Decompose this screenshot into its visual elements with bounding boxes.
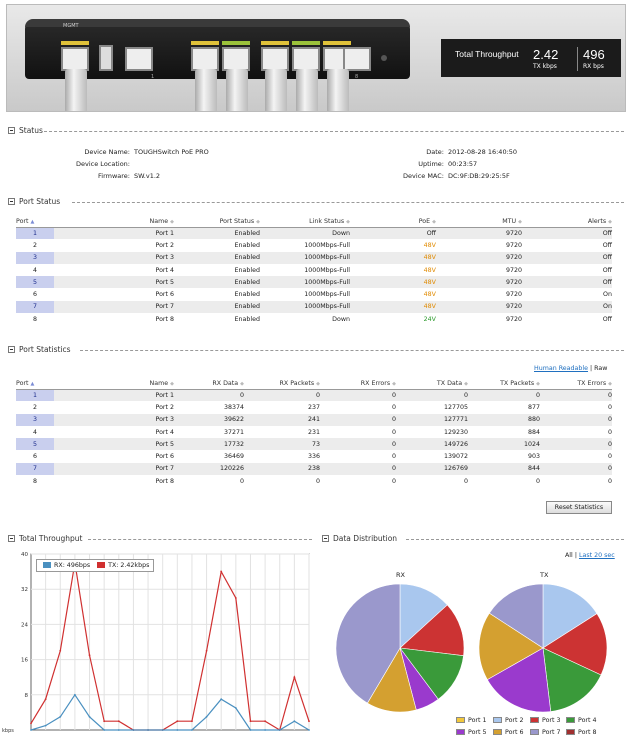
plot-area [31,554,309,730]
y-tick-label: 40 [21,552,28,558]
link-status-cell: 1000Mbps-Full [304,241,350,249]
legend-swatch [530,729,539,735]
distribution-section-header[interactable] [322,534,397,543]
device-location-label: Device Location: [76,160,130,168]
rx-unit: RX bps [583,63,604,70]
port-2 [191,47,219,71]
human-readable-link[interactable]: Human Readable [534,365,589,372]
rx-point [308,729,310,731]
y-tick-label: 16 [21,657,28,664]
port-1-number: 1 [151,74,155,80]
throughput-section-header[interactable] [8,534,82,543]
col-port-status[interactable]: Port Status ◆ [174,216,260,227]
rx-errors-cell: 0 [391,453,396,461]
tx-point [206,650,208,652]
distribution-pies [320,580,626,720]
poe-cell: 48V [423,254,436,262]
tx-data-cell: 127771 [443,416,468,424]
legend-swatch [493,717,502,723]
tx-data-cell: 149726 [443,440,468,448]
table-row [16,389,612,401]
legend-swatch [566,729,575,735]
name-cell: Port 5 [155,440,174,448]
name-cell: Port 1 [155,391,174,399]
device-mac-label: Device MAC: [403,172,444,180]
rx-point [103,729,105,731]
rx-point [74,694,76,696]
rx-point [176,729,178,731]
stats-mode-toggle: Human Readable | Raw [534,365,608,372]
tx-errors-cell: 0 [607,428,612,436]
port-cell: 3 [16,414,54,426]
tx-data-cell: 127705 [443,403,468,411]
port-cell: 6 [32,453,37,461]
tx-packets-cell: 1024 [523,440,540,448]
tx-point [103,720,105,722]
tx-point [30,723,32,725]
rx-legend-label: RX: 496bps [54,562,91,569]
rx-pie-title: RX [396,571,405,579]
col-tx-errors[interactable]: TX Errors ◆ [540,378,612,389]
port-cell: 4 [32,428,37,436]
rx-packets-cell: 237 [307,403,320,411]
port-cell: 4 [32,266,37,274]
link-status-cell: Down [332,229,350,237]
device-hero [6,4,626,112]
rx-data-cell: 37271 [223,428,244,436]
tx-packets-cell: 880 [527,416,540,424]
device-name-label: Device Name: [84,148,130,156]
rx-point [118,729,120,731]
port-stats-table [16,378,612,487]
mgmt-label: MGMT [63,23,79,29]
rx-data-cell: 39622 [223,416,244,424]
port-cell: 7 [16,463,54,475]
distribution-heading: Data Distribution [333,534,398,543]
rx-point [162,729,164,731]
tx-data-cell: 126769 [443,465,468,473]
name-cell: Port 6 [155,291,174,299]
tx-point [264,720,266,722]
tx-point [220,571,222,573]
tx-packets-cell: 877 [527,403,540,411]
tx-value: 2.42 [533,47,559,62]
table-row [16,475,612,487]
tx-point [89,654,91,656]
port-status-section-header[interactable] [8,197,60,206]
name-cell: Port 8 [155,315,174,323]
table-row [16,301,612,313]
tx-errors-cell: 0 [607,453,612,461]
name-cell: Port 4 [155,266,174,274]
legend-item [564,729,597,736]
rx-point [250,729,252,731]
rx-point [235,707,237,709]
col-mtu[interactable]: MTU ◆ [436,216,522,227]
rx-data-cell: 36469 [223,453,244,461]
port-status-cell: Enabled [234,266,260,274]
table-row [16,414,612,426]
mtu-cell: 9720 [505,303,522,311]
tx-point [191,720,193,722]
port-status-cell: Enabled [234,278,260,286]
rx-data-cell: 120226 [219,465,244,473]
mtu-cell: 9720 [505,291,522,299]
table-row [16,450,612,462]
table-row [16,239,612,251]
rx-packets-cell: 73 [311,440,320,448]
rx-errors-cell: 0 [391,477,396,485]
tx-packets-cell: 884 [527,428,540,436]
poe-cell: 48V [423,241,436,249]
rx-packets-cell: 336 [307,453,320,461]
col-alerts[interactable]: Alerts ◆ [522,216,612,227]
tx-point [235,597,237,599]
poe-cell: 48V [423,303,436,311]
rx-errors-cell: 0 [391,416,396,424]
rx-errors-cell: 0 [391,465,396,473]
port-1 [125,47,153,71]
link-status-cell: 1000Mbps-Full [304,254,350,262]
name-cell: Port 6 [155,453,174,461]
table-row [16,276,612,288]
port-status-cell: Enabled [234,291,260,299]
alerts-cell: Off [602,278,612,286]
poe-cell: 24V [423,315,436,323]
table-row [16,227,612,239]
tx-packets-cell: 844 [527,465,540,473]
tx-point [45,698,47,700]
rx-value: 496 [583,47,605,62]
rx-point [293,720,295,722]
collapse-icon[interactable] [322,535,329,542]
tx-data-cell: 0 [463,477,468,485]
device-mac-value: DC:9F:DB:29:25:5F [448,172,510,180]
collapse-icon[interactable] [8,198,15,205]
port-status-cell: Enabled [234,254,260,262]
link-status-cell: 1000Mbps-Full [304,303,350,311]
rx-legend-swatch [43,562,51,568]
table-row [16,288,612,300]
port-cell: 1 [16,389,54,401]
status-heading: Status [19,126,43,135]
rx-point [45,725,47,727]
col-rx-packets[interactable]: RX Packets ◆ [244,378,320,389]
name-cell: Port 7 [155,303,174,311]
legend-label: Port 4 [578,717,597,724]
mtu-cell: 9720 [505,266,522,274]
rx-packets-cell: 241 [307,416,320,424]
filter-last-20-link[interactable]: Last 20 sec [578,552,615,559]
col-link-status[interactable]: Link Status ◆ [260,216,350,227]
col-port[interactable]: Port ▲ [16,378,54,389]
tx-pie-title: TX [540,571,549,579]
tx-packets-cell: 0 [535,477,540,485]
port-cell: 8 [32,315,37,323]
tx-packets-cell: 903 [527,453,540,461]
rx-errors-cell: 0 [391,391,396,399]
legend-item [491,717,524,724]
date-label: Date: [426,148,444,156]
table-row [16,463,612,475]
alerts-cell: Off [602,266,612,274]
col-tx-data[interactable]: TX Data ◆ [396,378,468,389]
reset-statistics-button[interactable]: Reset Statistics [546,501,612,514]
mtu-cell: 9720 [505,229,522,237]
date-value: 2012-08-28 16:40:50 [448,148,518,156]
name-cell: Port 8 [155,477,174,485]
raw-link[interactable]: Raw [594,365,608,372]
table-row [16,252,612,264]
rx-data-cell: 0 [239,477,244,485]
y-unit-label: kbps [2,728,14,734]
col-name[interactable]: Name ◆ [54,378,174,389]
rx-errors-cell: 0 [391,428,396,436]
port-3 [222,47,250,71]
alerts-cell: On [603,303,612,311]
name-cell: Port 5 [155,278,174,286]
usb-port [99,45,113,71]
port-status-cell: Enabled [234,241,260,249]
alerts-cell: Off [602,241,612,249]
rx-point [191,729,193,731]
name-cell: Port 3 [155,416,174,424]
legend-item [564,717,597,724]
link-status-cell: 1000Mbps-Full [304,278,350,286]
legend-label: Port 6 [505,729,524,736]
link-status-cell: Down [332,315,350,323]
legend-label: Port 7 [542,729,561,736]
port-cell: 5 [16,276,54,288]
legend-swatch [493,729,502,735]
port-cell: 7 [16,301,54,313]
y-tick-label: 32 [21,587,28,594]
table-row [16,264,612,276]
rx-point [89,716,91,718]
table-row [16,426,612,438]
rx-point [264,729,266,731]
y-tick-label: 8 [24,692,28,699]
name-cell: Port 2 [155,403,174,411]
throughput-chart [0,548,316,738]
legend-swatch [456,717,465,723]
col-port[interactable]: Port ▲ [16,216,54,227]
rx-point [30,729,32,731]
throughput-summary [441,39,621,77]
tx-errors-cell: 0 [607,477,612,485]
name-cell: Port 4 [155,428,174,436]
tx-packets-cell: 0 [535,391,540,399]
firmware-value: SW.v1.2 [134,172,161,180]
firmware-label: Firmware: [98,172,130,180]
port-cell: 6 [32,291,37,299]
tx-data-cell: 0 [463,391,468,399]
collapse-icon[interactable] [8,535,15,542]
legend-item [454,729,487,736]
port-status-cell: Enabled [234,303,260,311]
rx-point [206,716,208,718]
mtu-cell: 9720 [505,254,522,262]
tx-errors-cell: 0 [607,391,612,399]
rx-point [133,729,135,731]
status-section-header[interactable] [8,126,43,135]
link-status-cell: 1000Mbps-Full [304,266,350,274]
tx-point [293,676,295,678]
rx-packets-cell: 0 [315,477,320,485]
port-status-cell: Enabled [234,315,260,323]
mtu-cell: 9720 [505,315,522,323]
rx-packets-cell: 231 [307,428,320,436]
poe-cell: 48V [423,266,436,274]
tx-errors-cell: 0 [607,416,612,424]
legend-label: Port 2 [505,717,524,724]
throughput-title: Total Throughput [455,49,519,59]
legend-label: Port 8 [578,729,597,736]
rx-packets-cell: 0 [315,391,320,399]
col-rx-data[interactable]: RX Data ◆ [174,378,244,389]
col-tx-packets[interactable]: TX Packets ◆ [468,378,540,389]
tx-legend-label: TX: 2.42kbps [108,562,150,569]
link-status-cell: 1000Mbps-Full [304,291,350,299]
port-stats-heading: Port Statistics [19,345,71,354]
name-cell: Port 7 [155,465,174,473]
tx-point [250,720,252,722]
port-cell: 2 [32,241,37,249]
throughput-legend [36,559,154,572]
tx-point [59,650,61,652]
legend-swatch [530,717,539,723]
port-cell: 1 [16,227,54,239]
port-cell: 5 [16,438,54,450]
uptime-value: 00:23:57 [448,160,478,168]
legend-item [528,729,561,736]
y-tick-label: 24 [21,622,28,629]
rx-point [220,698,222,700]
alerts-cell: Off [602,254,612,262]
tx-unit: TX kbps [533,63,557,70]
table-row [16,438,612,450]
rx-point [279,729,281,731]
rx-point [147,729,149,731]
port-8 [343,47,371,71]
col-rx-errors[interactable]: RX Errors ◆ [320,378,396,389]
name-cell: Port 3 [155,254,174,262]
port-mgmt [61,47,89,71]
rx-data-cell: 38374 [223,403,244,411]
rx-point [59,716,61,718]
rx-errors-cell: 0 [391,403,396,411]
reset-hole-icon [381,55,387,61]
rx-data-cell: 17732 [223,440,244,448]
port-4 [261,47,289,71]
port-stats-section-header[interactable] [8,345,71,354]
legend-item [528,717,561,724]
tx-errors-cell: 0 [607,440,612,448]
tx-point [118,720,120,722]
tx-legend-swatch [97,562,105,568]
legend-item [491,729,524,736]
table-row [16,401,612,413]
table-row [16,313,612,325]
port-cell: 2 [32,403,37,411]
poe-cell: 48V [423,278,436,286]
poe-cell: 48V [423,291,436,299]
legend-swatch [456,729,465,735]
tx-data-cell: 139072 [443,453,468,461]
tx-errors-cell: 0 [607,465,612,473]
name-cell: Port 2 [155,241,174,249]
name-cell: Port 1 [155,229,174,237]
legend-swatch [566,717,575,723]
device-name-value: TOUGHSwitch PoE PRO [134,148,209,156]
legend-item [454,717,487,724]
port-status-cell: Enabled [234,229,260,237]
tx-point [308,720,310,722]
mtu-cell: 9720 [505,241,522,249]
legend-label: Port 5 [468,729,487,736]
throughput-heading: Total Throughput [19,534,83,543]
alerts-cell: Off [602,315,612,323]
uptime-label: Uptime: [418,160,444,168]
filter-all-link[interactable]: All [565,552,573,559]
port-5 [292,47,320,71]
rx-errors-cell: 0 [391,440,396,448]
port-status-heading: Port Status [19,197,61,206]
alerts-cell: Off [602,229,612,237]
alerts-cell: On [603,291,612,299]
tx-errors-cell: 0 [607,403,612,411]
tx-point [176,720,178,722]
legend-label: Port 1 [468,717,487,724]
port-8-number: 8 [355,74,359,80]
poe-cell: Off [426,229,436,237]
rx-data-cell: 0 [239,391,244,399]
collapse-icon[interactable] [8,346,15,353]
port-cell: 8 [32,477,37,485]
rx-packets-cell: 238 [307,465,320,473]
distribution-filter: All | Last 20 sec [565,552,615,559]
collapse-icon[interactable] [8,127,15,134]
col-name[interactable]: Name ◆ [54,216,174,227]
tx-data-cell: 129230 [443,428,468,436]
col-poe[interactable]: PoE ◆ [350,216,436,227]
port-cell: 3 [16,252,54,264]
port-status-table [16,216,612,325]
legend-label: Port 3 [542,717,561,724]
mtu-cell: 9720 [505,278,522,286]
